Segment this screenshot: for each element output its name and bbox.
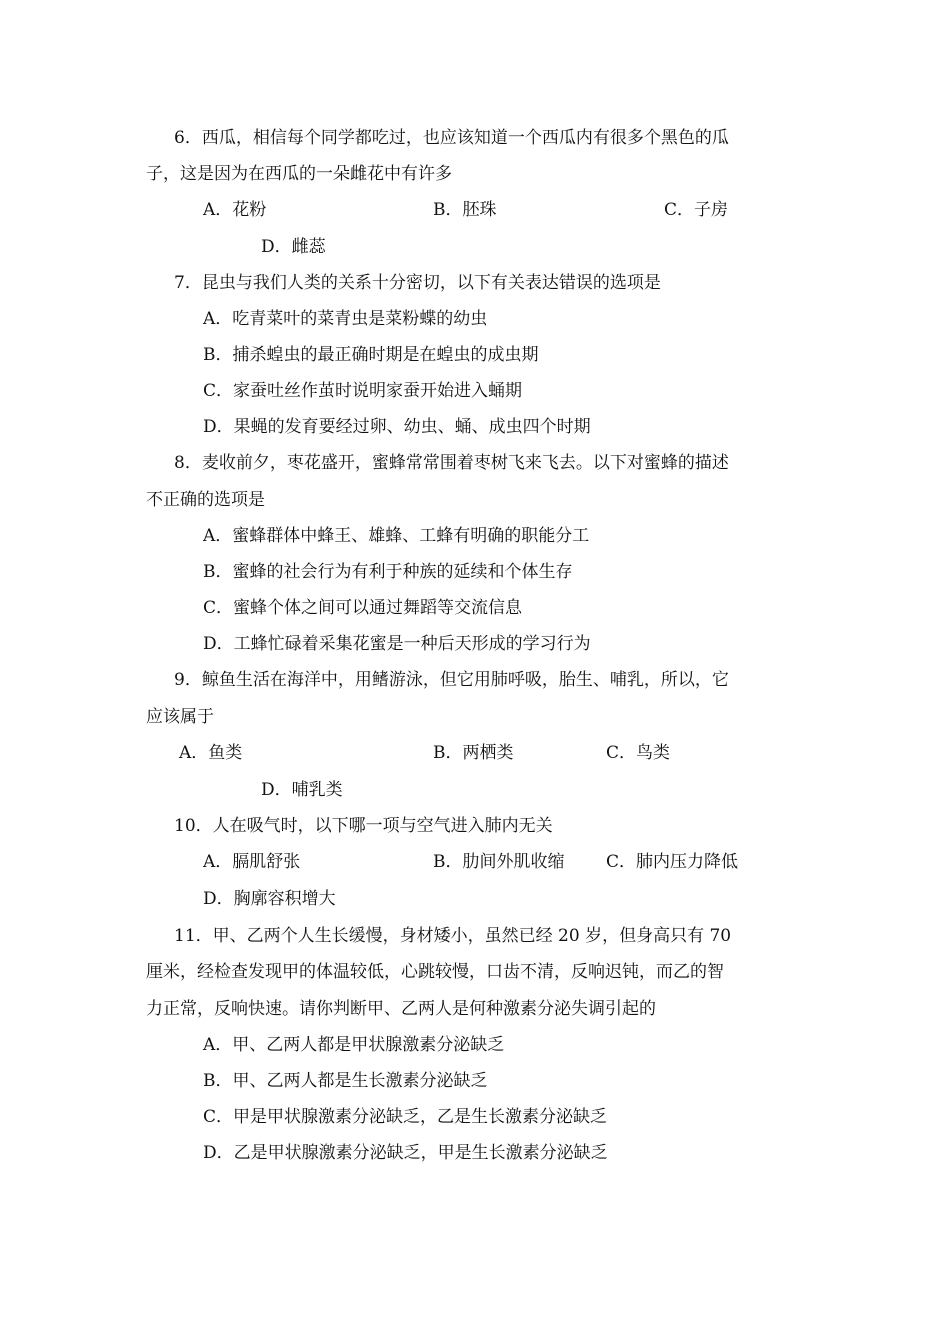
q11-stem-line-2: 厘米，经检查发现甲的体温较低，心跳较慢，口齿不清，反响迟钝，而乙的智 bbox=[146, 962, 724, 982]
q9-stem-line-2: 应该属于 bbox=[146, 707, 214, 727]
q11-option-c: C．甲是甲状腺激素分泌缺乏，乙是生长激素分泌缺乏 bbox=[203, 1107, 608, 1127]
q9-option-b: B．两栖类 bbox=[433, 743, 514, 763]
q10-option-d: D．胸廓容积增大 bbox=[203, 889, 336, 909]
q6-option-d: D．雌蕊 bbox=[261, 237, 326, 257]
q6-stem-line-2: 子，这是因为在西瓜的一朵雌花中有许多 bbox=[146, 164, 452, 184]
q10-option-b: B．肋间外肌收缩 bbox=[433, 852, 565, 872]
q10-option-c: C．肺内压力降低 bbox=[606, 852, 739, 872]
q6-option-b: B．胚珠 bbox=[433, 200, 497, 220]
q8-option-a: A．蜜蜂群体中蜂王、雄蜂、工蜂有明确的职能分工 bbox=[203, 526, 590, 546]
q7-option-b: B．捕杀蝗虫的最正确时期是在蝗虫的成虫期 bbox=[203, 345, 539, 365]
q6-option-c: C．子房 bbox=[664, 200, 729, 220]
q9-option-d: D．哺乳类 bbox=[261, 780, 343, 800]
q7-option-a: A．吃青菜叶的菜青虫是菜粉蝶的幼虫 bbox=[203, 309, 488, 329]
q8-option-c: C．蜜蜂个体之间可以通过舞蹈等交流信息 bbox=[203, 598, 523, 618]
q11-option-d: D．乙是甲状腺激素分泌缺乏，甲是生长激素分泌缺乏 bbox=[203, 1143, 608, 1163]
q6-option-a: A．花粉 bbox=[203, 200, 267, 220]
q7-option-c: C．家蚕吐丝作茧时说明家蚕开始进入蛹期 bbox=[203, 381, 523, 401]
q11-stem-line-1: 11．甲、乙两个人生长缓慢，身材矮小，虽然已经 20 岁，但身高只有 70 bbox=[174, 926, 732, 946]
q10-option-a: A．膈肌舒张 bbox=[203, 852, 301, 872]
q11-option-a: A．甲、乙两人都是甲状腺激素分泌缺乏 bbox=[203, 1035, 505, 1055]
q8-option-d: D．工蜂忙碌着采集花蜜是一种后天形成的学习行为 bbox=[203, 634, 591, 654]
q11-stem-line-3: 力正常，反响快速。请你判断甲、乙两人是何种激素分泌失调引起的 bbox=[146, 999, 656, 1019]
q6-stem-line-1: 6．西瓜，相信每个同学都吃过，也应该知道一个西瓜内有很多个黑色的瓜 bbox=[174, 128, 729, 148]
q9-stem-line-1: 9．鲸鱼生活在海洋中，用鳍游泳，但它用肺呼吸，胎生、哺乳，所以，它 bbox=[174, 670, 729, 690]
q10-stem-line-1: 10．人在吸气时，以下哪一项与空气进入肺内无关 bbox=[174, 816, 553, 836]
q9-option-c: C．鸟类 bbox=[606, 743, 671, 763]
q8-option-b: B．蜜蜂的社会行为有利于种族的延续和个体生存 bbox=[203, 562, 573, 582]
q8-stem-line-2: 不正确的选项是 bbox=[146, 490, 265, 510]
q11-option-b: B．甲、乙两人都是生长激素分泌缺乏 bbox=[203, 1071, 488, 1091]
q8-stem-line-1: 8．麦收前夕，枣花盛开，蜜蜂常常围着枣树飞来飞去。以下对蜜蜂的描述 bbox=[174, 453, 729, 473]
q7-option-d: D．果蝇的发育要经过卵、幼虫、蛹、成虫四个时期 bbox=[203, 417, 591, 437]
q9-option-a: A．鱼类 bbox=[179, 743, 243, 763]
q7-stem-line-1: 7．昆虫与我们人类的关系十分密切，以下有关表达错误的选项是 bbox=[174, 273, 661, 293]
